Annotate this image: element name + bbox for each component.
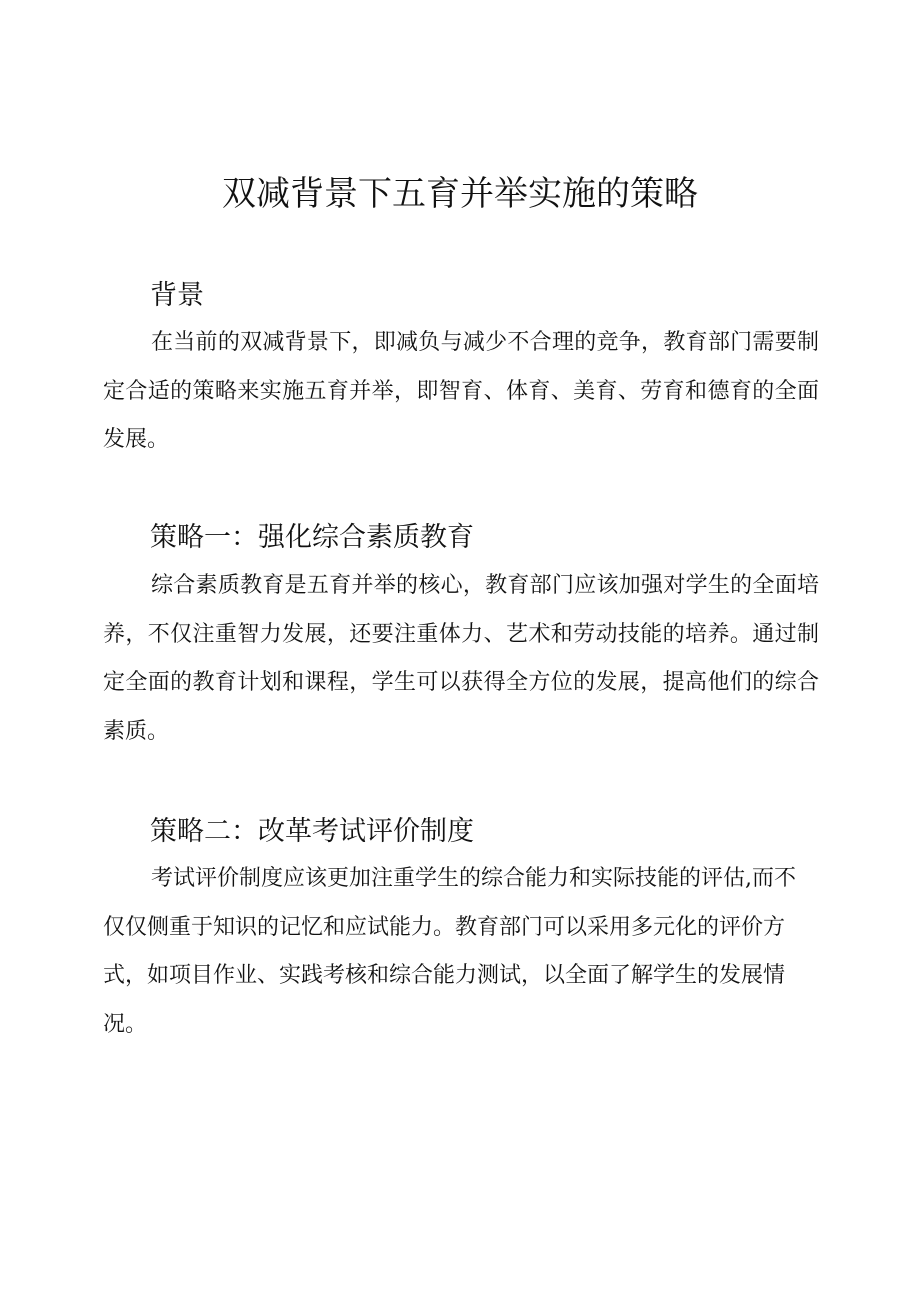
section-body-background: 在当前的双减背景下，即减负与减少不合理的竞争，教育部门需要制定合适的策略来实施五育并举，即智育、体育、美育、劳育和德育的全面发展。 bbox=[103, 330, 819, 452]
section-body-strategy-1: 综合素质教育是五育并举的核心，教育部门应该加强对学生的全面培养，不仅注重智力发展，还要注重体力、艺术和劳动技能的培养。通过制定全面的教育计划和课程，学生可以获得全方位的发展，提高他们的综合素质。 bbox=[103, 573, 819, 744]
document-title: 双减背景下五育并举实施的策略 bbox=[222, 174, 698, 214]
section-heading-strategy-2: 策略二：改革考试评价制度 bbox=[150, 816, 474, 847]
section-body-strategy-2: 考试评价制度应该更加注重学生的综合能力和实际技能的评估,而不仅仅侧重于知识的记忆和应试能力。教育部门可以采用多元化的评价方式，如项目作业、实践考核和综合能力测试，以全面了解学生的发展情况。 bbox=[103, 866, 796, 1037]
section-heading-strategy-1: 策略一：强化综合素质教育 bbox=[150, 522, 474, 553]
section-heading-background: 背景 bbox=[150, 280, 204, 311]
